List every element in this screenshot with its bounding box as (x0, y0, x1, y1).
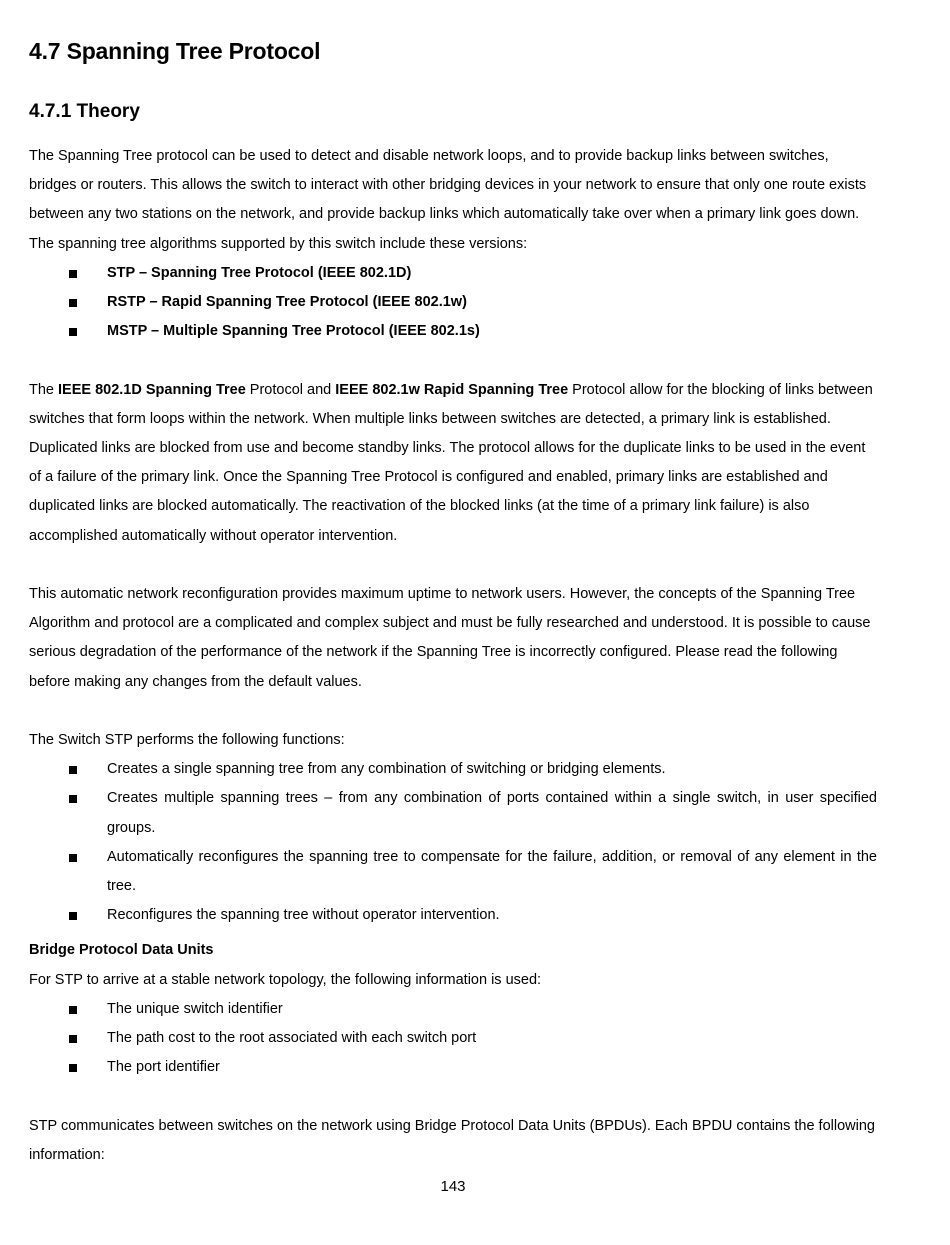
functions-intro: The Switch STP performs the following functions: (29, 732, 345, 749)
bullet-icon (69, 270, 77, 278)
list-item: RSTP – Rapid Spanning Tree Protocol (IEEE 802.1w) (29, 288, 877, 317)
functions-list (29, 755, 877, 930)
section-heading: 4.7 Spanning Tree Protocol (29, 38, 321, 64)
list-item: The port identifier (29, 1053, 877, 1082)
list-item: The unique switch identifier (29, 995, 877, 1024)
bullet-icon (69, 795, 77, 803)
reconfiguration-paragraph: This automatic network reconfiguration provides maximum uptime to network users. However, the concepts of the Spanning Tree Algorithm and protocol are a complicated and complex subject and must be fully researched and understood. It is possible to cause serious degradation of the performance of the network if the Spanning Tree is incorrectly configured. Please read the following before making any changes from the default values. (29, 586, 871, 690)
bullet-icon (69, 328, 77, 336)
list-item: The path cost to the root associated with each switch port (29, 1024, 877, 1053)
bpdu-list (29, 995, 877, 1083)
bullet-icon (69, 1006, 77, 1014)
bullet-icon (69, 299, 77, 307)
bullet-icon (69, 1064, 77, 1072)
subsection-heading: 4.7.1 Theory (29, 101, 140, 122)
list-item: MSTP – Multiple Spanning Tree Protocol (IEEE 802.1s) (29, 317, 877, 346)
list-item: Creates multiple spanning trees – from any combination of ports contained within a single switch, in user specified groups. (29, 784, 877, 842)
list-item: Creates a single spanning tree from any combination of switching or bridging elements. (29, 755, 877, 784)
versions-list (29, 259, 877, 347)
bullet-icon (69, 766, 77, 774)
bullet-icon (69, 1035, 77, 1043)
intro-paragraph: The Spanning Tree protocol can be used to detect and disable network loops, and to provide backup links between switches, bridges or routers. This allows the switch to interact with other bridging devices in your network to ensure that only one route exists between any two stations on the network, and provide backup links which automatically take over when a primary link goes down. The spanning tree algorithms supported by this switch include these versions: (29, 148, 867, 252)
page-number: 143 (440, 1178, 466, 1195)
body-text (29, 142, 877, 1170)
bpdu-intro: For STP to arrive at a stable network topology, the following information is used: (29, 971, 542, 988)
list-item: Reconfigures the spanning tree without operator intervention. (29, 901, 877, 930)
closing-paragraph: STP communicates between switches on the network using Bridge Protocol Data Units (BPDUs). Each BPDU contains the following information: (29, 1117, 875, 1163)
list-item: STP – Spanning Tree Protocol (IEEE 802.1D) (29, 259, 877, 288)
ieee-paragraph: The IEEE 802.1D Spanning Tree Protocol and IEEE 802.1w Rapid Spanning Tree Protocol allow for the blocking of links between switches that form loops within the network. When multiple links between switches are detected, a primary link is established. Duplicated links are blocked from use and become standby links. The protocol allows for the duplicate links to be used in the event of a failure of the primary link. Once the Spanning Tree Protocol is configured and enabled, primary links are established and duplicated links are blocked automatically. The reactivation of the blocked links (at the time of a primary link failure) is also accomplished automatically without operator intervention. (29, 381, 873, 544)
bpdu-heading: Bridge Protocol Data Units (29, 942, 214, 959)
bullet-icon (69, 854, 77, 862)
bullet-icon (69, 912, 77, 920)
list-item: Automatically reconfigures the spanning tree to compensate for the failure, addition, or removal of any element in the tree. (29, 843, 877, 901)
